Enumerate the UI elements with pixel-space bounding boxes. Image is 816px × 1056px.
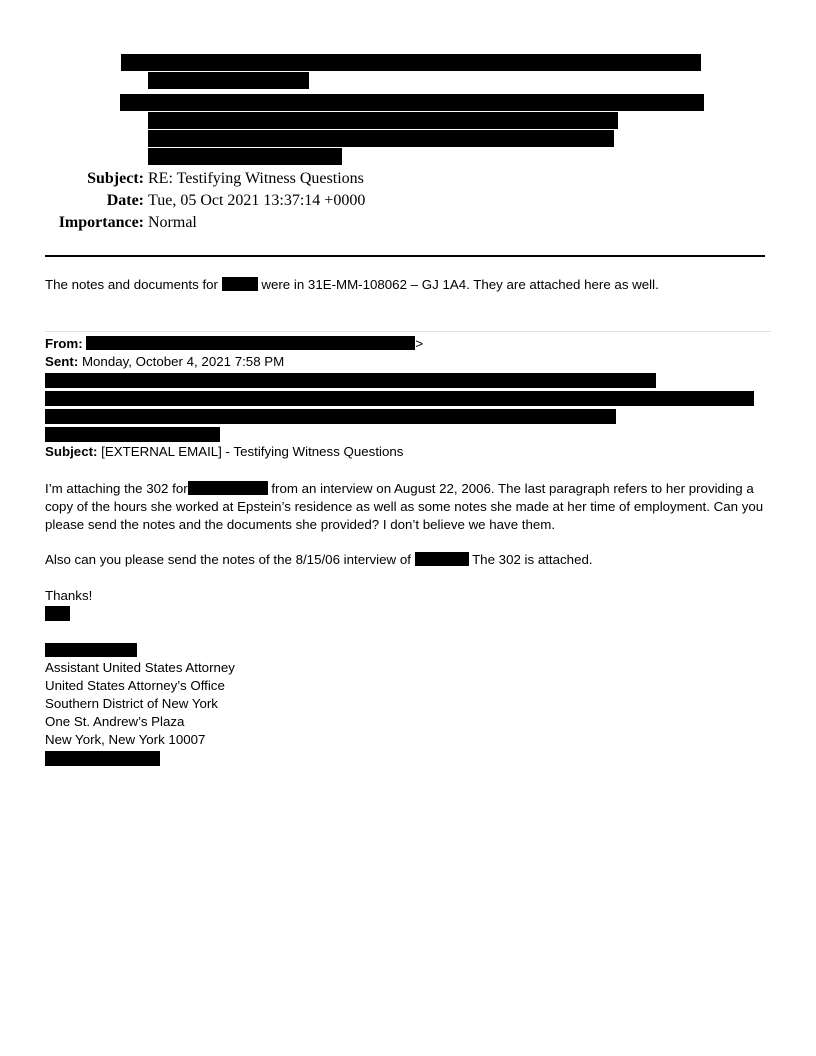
forward-sent-value: Monday, October 4, 2021 7:58 PM bbox=[81, 354, 285, 369]
header-date bbox=[0, 190, 816, 212]
redacted-cc-recipients-2 bbox=[45, 427, 220, 442]
header-subject-value: RE: Testifying Witness Questions bbox=[148, 170, 364, 187]
message-thanks: Thanks! bbox=[45, 588, 93, 603]
forward-from-label: From: bbox=[45, 336, 83, 351]
reply-text-before: The notes and documents for bbox=[45, 277, 218, 292]
redacted-cc-recipients-1 bbox=[45, 409, 616, 424]
header-divider bbox=[45, 255, 765, 257]
redacted-sender-name bbox=[45, 643, 137, 657]
forward-from-suffix: > bbox=[415, 336, 424, 351]
forward-subject-value: [EXTERNAL EMAIL] - Testifying Witness Questions bbox=[101, 444, 404, 459]
redacted-to-line-cont-1 bbox=[148, 112, 618, 129]
redacted-to-line bbox=[120, 94, 704, 111]
forward-subject-label: Subject: bbox=[45, 444, 98, 459]
signature-office: United States Attorney’s Office bbox=[45, 678, 225, 693]
header-importance-value: Normal bbox=[148, 214, 197, 231]
header-date-value: Tue, 05 Oct 2021 13:37:14 +0000 bbox=[148, 192, 366, 209]
header-subject-label: Subject: bbox=[87, 170, 144, 187]
redacted-interviewee-name bbox=[415, 552, 469, 566]
reply-text bbox=[45, 276, 659, 294]
forward-divider bbox=[45, 331, 771, 332]
redacted-to-recipients-2 bbox=[45, 391, 754, 406]
message-paragraph-2 bbox=[45, 551, 773, 569]
signature-street: One St. Andrew’s Plaza bbox=[45, 714, 185, 729]
message-p2-after: The 302 is attached. bbox=[468, 552, 593, 567]
redacted-from-line-cont bbox=[148, 72, 309, 89]
signature-title: Assistant United States Attorney bbox=[45, 660, 235, 675]
redacted-to-line-cont-2 bbox=[148, 130, 614, 147]
header-date-label: Date: bbox=[106, 192, 144, 209]
redacted-to-recipients-1 bbox=[45, 373, 656, 388]
redacted-phone bbox=[45, 751, 160, 766]
redacted-from-address bbox=[86, 336, 415, 350]
message-paragraph-1 bbox=[45, 480, 773, 534]
header-importance-label: Importance: bbox=[58, 214, 144, 231]
message-p2-before: Also can you please send the notes of the 8/15/06 interview of bbox=[45, 552, 411, 567]
forward-subject bbox=[45, 443, 403, 461]
redacted-name bbox=[222, 277, 258, 291]
signature-district: Southern District of New York bbox=[45, 696, 218, 711]
redacted-witness-name bbox=[188, 481, 268, 495]
signature-city: New York, New York 10007 bbox=[45, 732, 206, 747]
header-subject bbox=[0, 168, 816, 190]
reply-text-after: were in 31E-MM-108062 – GJ 1A4. They are attached here as well. bbox=[261, 277, 659, 292]
redacted-sender-initials bbox=[45, 606, 70, 621]
forward-sent bbox=[45, 353, 284, 371]
header-importance bbox=[0, 212, 816, 234]
forward-from bbox=[45, 335, 423, 353]
message-p1-before: I’m attaching the 302 for bbox=[45, 481, 188, 496]
redacted-to-line-cont-3 bbox=[148, 148, 342, 165]
forward-sent-label: Sent: bbox=[45, 354, 79, 369]
redacted-from-line bbox=[121, 54, 701, 71]
message-p1-after: from an interview on August 22, 2006. The last paragraph refers to her providing a copy of the hours she worked at Epstein’s residence as well as some notes she made at her time of employment. Can you please send the notes and the documents she provided? I don’t believe we have them. bbox=[45, 481, 764, 532]
